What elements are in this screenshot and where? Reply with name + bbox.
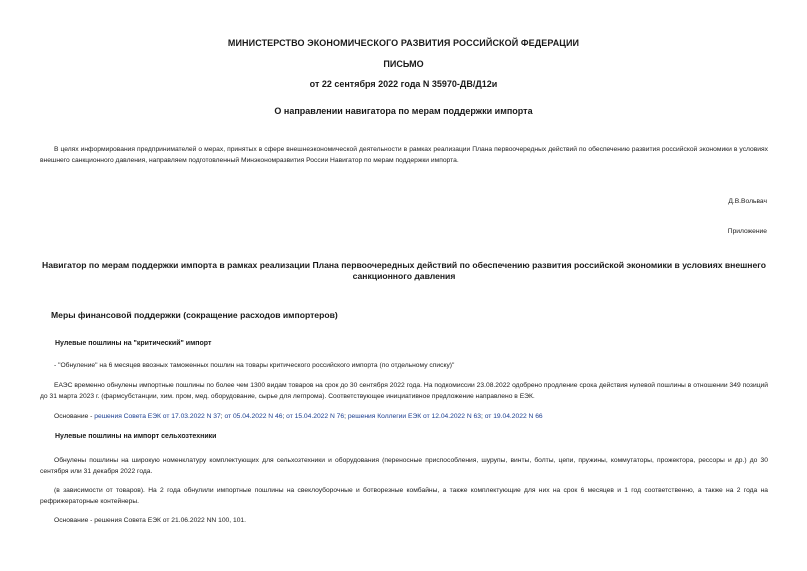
basis-paragraph-agri: Основание - решения Совета ЕЭК от 21.06.2022 NN 100, 101. [54,517,247,524]
link-eec-board-decision-63[interactable]: решения Коллегии ЕЭК от 12.04.2022 N 63 [347,413,481,420]
link-separator: ; [344,413,348,420]
link-eec-council-decision-37[interactable]: решения Совета ЕЭК от 17.03.2022 N 37 [94,413,221,420]
link-separator: ; [480,413,485,420]
link-decision-46[interactable]: от 05.04.2022 N 46 [224,413,283,420]
signature: Д.В.Вольвач [728,198,767,205]
section-title: Меры финансовой поддержки (сокращение расходов импортеров) [51,310,338,320]
paragraph-eaeu: ЕАЭС временно обнулены импортные пошлины по более чем 1300 видам товаров на срок до 30 сентября 2022 года. На подкомиссии 23.08.2022 одобрено продление срока действия нулевой пошлины в отношении 349 позиций до 31 марта 2023 г. (фармсубстанции, хим. пром, мед. оборудование, сырье для легпрома). Соответствующее инициативное предложение направлено в ЕЭК. [40,382,768,400]
paragraph-combines: (в зависимости от товаров). На 2 года обнулили импортные пошлины на свеклоуборочные и ботворезные комбайны, а также комплектующие для них на срок 6 месяцев и 1 год соответственно, а также на 2 года на рефрижераторные контейнеры. [40,487,768,505]
basis-prefix: Основание - [54,413,95,420]
link-separator: ; [282,413,287,420]
subsection-title-critical-import: Нулевые пошлины на "критический" импорт [55,340,212,347]
paragraph-components: Обнулены пошлины на широкую номенклатуру комплектующих для сельхозтехники и оборудования (переносные приспособления, шурупы, винты, болты, цепи, пружины, коммутаторы, прожектора, рессоры и др.) до 30 сентября или 31 декабря 2022 года. [40,457,768,475]
attachment-label: Приложение [727,228,767,235]
date-number-heading: от 22 сентября 2022 года N 35970-ДВ/Д12и [309,79,498,89]
subject-heading: О направлении навигатора по мерам поддержки импорта [274,106,533,116]
doc-type-heading: ПИСЬМО [383,59,424,69]
basis-paragraph-critical [40,412,768,423]
paragraph-zeroing: - "Обнуление" на 6 месяцев ввозных таможенных пошлин на товары критического российского импорта (по отдельному списку)" [54,362,455,369]
intro-paragraph: В целях информирования предпринимателей о мерах, принятых в сфере внешнеэкономической деятельности в рамках реализации Плана первоочередных действий по обеспечению развития российской экономики в условиях внешнего санкционного давления, направляем подготовленный Минэкономразвития России Навигатор по мерам поддержки импорта. [40,146,768,164]
link-separator: ; [220,413,225,420]
subsection-title-agri-machinery: Нулевые пошлины на импорт сельхозтехники [55,433,217,440]
navigator-title: Навигатор по мерам поддержки импорта в рамках реализации Плана первоочередных действий по обеспечению развития российской экономики в условиях внешнего санкционного давления [41,260,766,281]
link-decision-76[interactable]: от 15.04.2022 N 76 [286,413,345,420]
link-decision-66[interactable]: от 19.04.2022 N 66 [484,413,543,420]
ministry-heading: МИНИСТЕРСТВО ЭКОНОМИЧЕСКОГО РАЗВИТИЯ РОССИЙСКОЙ ФЕДЕРАЦИИ [227,38,580,48]
